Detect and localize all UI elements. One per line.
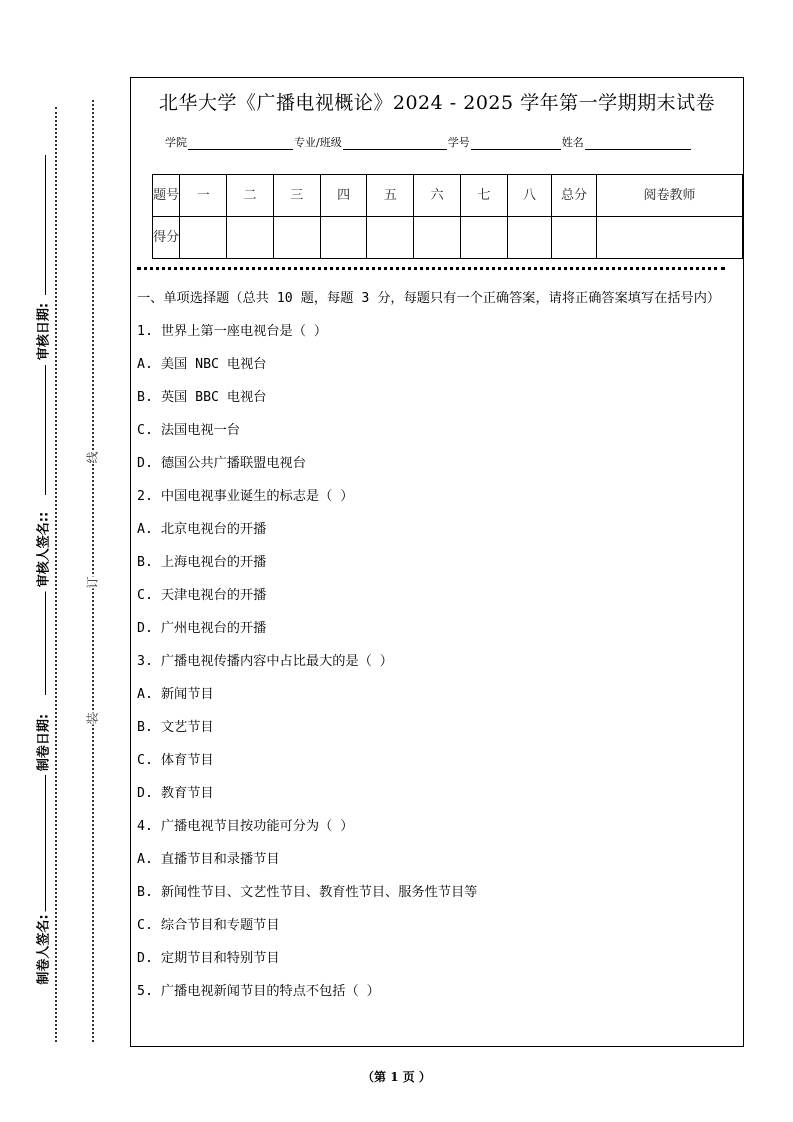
section-heading: 一、单项选择题（总共 10 题，每题 3 分，每题只有一个正确答案，请将正确答案填写在括号内） [137,291,721,306]
signature-line [45,155,46,295]
review-date-label: 审核日期: [33,302,52,362]
exam-frame [130,77,744,1047]
score-cell[interactable] [507,217,551,259]
option: D. 定期节目和特别节目 [137,951,280,966]
score-cell[interactable] [180,217,227,259]
column-header: 总分 [552,175,597,217]
name-label: 姓名 [561,136,584,149]
option: C. 天津电视台的开播 [137,588,267,603]
column-header: 二 [227,175,274,217]
signature-line [45,365,46,495]
column-header: 四 [320,175,367,217]
header-row-label: 题号 [153,175,180,217]
page-number: （第 1 页 ） [362,1070,431,1084]
dotted-separator [137,267,725,270]
dotted-cut-line-outer [92,100,94,1042]
option: C. 法国电视一台 [137,423,240,438]
question-stem: 1. 世界上第一座电视台是（ ） [137,324,328,339]
student-id-field[interactable] [471,137,561,150]
question-stem: 5. 广播电视新闻节目的特点不包括（ ） [137,984,380,999]
option: A. 直播节目和录播节目 [137,852,280,867]
score-cell[interactable] [273,217,320,259]
option: D. 德国公共广播联盟电视台 [137,456,306,471]
option: A. 北京电视台的开播 [137,522,267,537]
score-cell[interactable] [414,217,461,259]
score-table [152,174,743,259]
column-header: 五 [367,175,414,217]
question-stem: 2. 中国电视事业诞生的标志是（ ） [137,489,354,504]
column-header: 六 [414,175,461,217]
score-cell[interactable] [367,217,414,259]
major-class-field[interactable] [343,137,447,150]
option: C. 体育节目 [137,753,214,768]
score-cell[interactable] [597,217,743,259]
option: A. 新闻节目 [137,687,214,702]
score-cell[interactable] [552,217,597,259]
score-table-header-row [153,175,743,217]
major-class-label: 专业/班级 [294,136,342,149]
signature-line [45,775,46,915]
column-header: 八 [507,175,551,217]
prepared-date-label: 制卷日期: [33,713,52,773]
option: D. 广州电视台的开播 [137,621,267,636]
signature-line [45,585,46,695]
option: B. 英国 BBC 电视台 [137,390,267,405]
score-cell[interactable] [227,217,274,259]
question-stem: 3. 广播电视传播内容中占比最大的是（ ） [137,654,393,669]
section-1-multiple-choice [137,288,735,1014]
preparer-signature-label: 制卷人签名: [33,912,52,988]
college-label: 学院 [165,136,187,149]
dotted-cut-line-inner [55,107,57,1042]
binding-mark-staple: 订 [82,576,103,588]
score-table-score-row [153,217,743,259]
score-row-label: 得分 [153,217,180,259]
option: B. 上海电视台的开播 [137,555,267,570]
option: B. 新闻性节目、文艺性节目、教育性节目、服务性节目等 [137,885,478,900]
option: D. 教育节目 [137,786,214,801]
option: B. 文艺节目 [137,720,214,735]
column-header: 阅卷教师 [597,175,743,217]
column-header: 一 [180,175,227,217]
binding-mark-line: 线 [82,451,103,463]
reviewer-signature-label: 审核人签名:: [33,508,52,592]
option: A. 美国 NBC 电视台 [137,357,267,372]
college-field[interactable] [188,137,293,150]
column-header: 三 [273,175,320,217]
score-cell[interactable] [320,217,367,259]
column-header: 七 [461,175,508,217]
name-field[interactable] [585,137,691,150]
student-info-row [165,134,692,150]
binding-mark-bind: 装 [82,712,103,724]
student-id-label: 学号 [447,136,470,149]
question-stem: 4. 广播电视节目按功能可分为（ ） [137,819,354,834]
option: C. 综合节目和专题节目 [137,918,280,933]
score-cell[interactable] [461,217,508,259]
exam-title: 北华大学《广播电视概论》2024 - 2025 学年第一学期期末试卷 [158,92,716,114]
